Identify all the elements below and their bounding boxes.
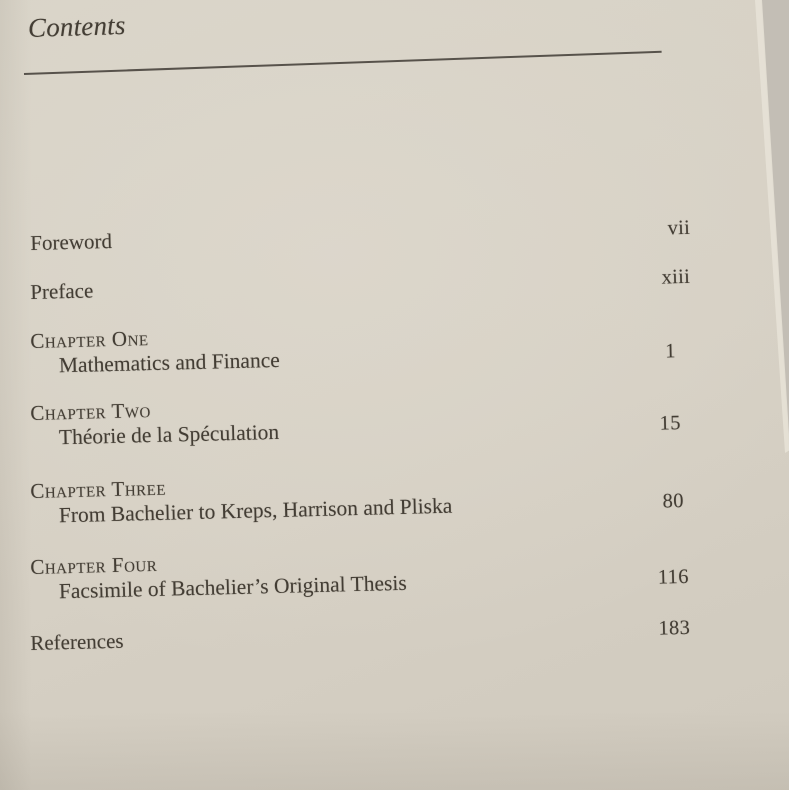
- toc-entry-chapter-three: [30, 463, 691, 529]
- toc-entry-foreword: [30, 214, 708, 256]
- chapter-heading: Chapter One: [30, 326, 149, 353]
- entry-page-number: 183: [658, 616, 691, 640]
- entry-label: Foreword: [30, 229, 113, 255]
- entry-label: References: [30, 628, 124, 655]
- chapter-heading: Chapter Four: [30, 551, 158, 579]
- toc-entry-chapter-two: [30, 385, 691, 451]
- toc-entry-chapter-four: [30, 539, 691, 605]
- entry-label: Preface: [30, 278, 94, 304]
- entry-page-number: 1: [664, 340, 677, 363]
- toc-entry-references: [30, 615, 690, 657]
- entry-page-number: 116: [657, 565, 690, 589]
- chapter-title: From Bachelier to Kreps, Harrison and Pliska: [58, 493, 453, 528]
- entry-page-number: 80: [662, 490, 685, 513]
- chapter-heading: Chapter Three: [30, 475, 167, 503]
- entry-page-number: xiii: [661, 265, 691, 289]
- chapter-title: Théorie de la Spéculation: [58, 420, 280, 450]
- toc-entry-preface: [30, 263, 706, 305]
- title-rule: [24, 51, 662, 75]
- toc-entry-chapter-one: [30, 313, 691, 379]
- chapter-heading: Chapter Two: [30, 398, 152, 425]
- entry-page-number: 15: [659, 412, 682, 435]
- entry-page-number: vii: [667, 216, 691, 240]
- chapter-title: Facsimile of Bachelier’s Original Thesis: [58, 570, 407, 604]
- chapter-title: Mathematics and Finance: [58, 348, 281, 378]
- page-title: Contents: [27, 9, 127, 43]
